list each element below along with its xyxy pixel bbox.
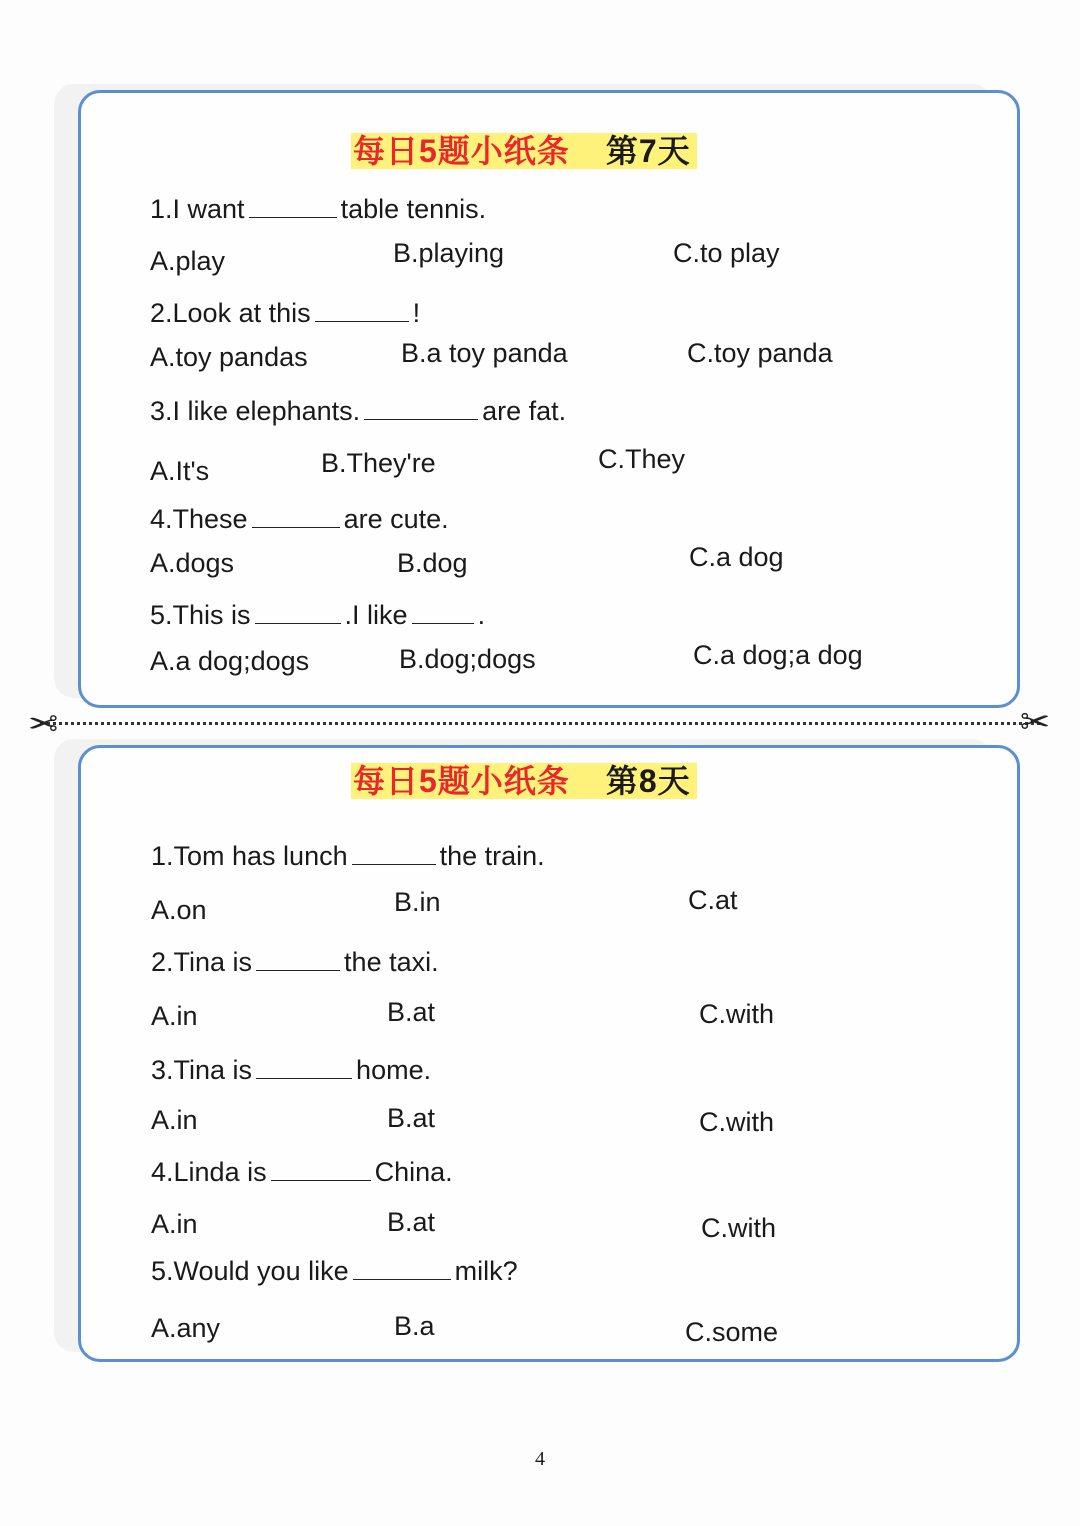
option-a[interactable]: A.in — [151, 1105, 198, 1135]
option-c[interactable]: C.to play — [673, 238, 780, 268]
option-b[interactable]: B.at — [387, 1103, 436, 1133]
question-2 — [151, 946, 439, 978]
question-text: ! — [412, 298, 421, 328]
question-text: 1.Tom has lunch — [151, 841, 348, 871]
card-title — [351, 133, 697, 169]
scissors-icon: ✂ — [1020, 701, 1051, 742]
cut-line — [40, 722, 1040, 725]
question-text: table tennis. — [340, 194, 487, 224]
question-text: . — [477, 600, 486, 630]
question-5 — [150, 599, 485, 631]
option-b[interactable]: B.a — [394, 1311, 435, 1341]
card-title — [351, 763, 697, 799]
answer-blank[interactable] — [315, 299, 409, 322]
exercise-card-day7 — [78, 90, 1020, 708]
answer-blank[interactable] — [353, 1257, 451, 1280]
question-text: milk? — [454, 1256, 518, 1286]
card-title-day: 第7天 — [605, 133, 691, 169]
option-c[interactable]: C.a dog — [689, 542, 784, 572]
question-text: 2.Tina is — [151, 947, 253, 977]
option-c[interactable]: C.at — [688, 885, 738, 915]
option-c[interactable]: C.They — [598, 444, 686, 474]
option-c[interactable]: C.a dog;a dog — [693, 640, 863, 670]
answer-blank[interactable] — [412, 601, 474, 624]
card-title-zh: 每日5题小纸条 — [353, 133, 570, 169]
question-text: are cute. — [343, 504, 449, 534]
exercise-card-day8 — [78, 745, 1020, 1362]
question-text: China. — [374, 1157, 453, 1187]
option-a[interactable]: A.in — [151, 1209, 198, 1239]
question-text: are fat. — [482, 396, 567, 426]
question-4 — [150, 503, 449, 535]
option-a[interactable]: A.It's — [150, 456, 210, 486]
answer-blank[interactable] — [352, 842, 436, 865]
option-b[interactable]: B.at — [387, 997, 436, 1027]
answer-blank[interactable] — [364, 397, 478, 420]
option-b[interactable]: B.They're — [321, 448, 436, 478]
option-a[interactable]: A.a dog;dogs — [150, 646, 310, 676]
question-4 — [151, 1156, 453, 1188]
option-b[interactable]: B.at — [387, 1207, 436, 1237]
option-a[interactable]: A.toy pandas — [150, 342, 308, 372]
option-c[interactable]: C.with — [699, 1107, 775, 1137]
option-b[interactable]: B.playing — [393, 238, 505, 268]
answer-blank[interactable] — [271, 1158, 371, 1181]
option-c[interactable]: C.with — [701, 1213, 777, 1243]
question-5 — [151, 1255, 518, 1287]
question-3 — [150, 395, 566, 427]
answer-blank[interactable] — [256, 948, 340, 971]
question-text: 5.This is — [150, 600, 251, 630]
question-text: 3.Tina is — [151, 1055, 253, 1085]
option-a[interactable]: A.in — [151, 1001, 198, 1031]
question-3 — [151, 1054, 431, 1086]
answer-blank[interactable] — [249, 195, 337, 218]
answer-blank[interactable] — [256, 1056, 352, 1079]
question-1 — [150, 193, 486, 225]
answer-blank[interactable] — [252, 505, 340, 528]
option-a[interactable]: A.play — [150, 246, 226, 276]
option-b[interactable]: B.a toy panda — [401, 338, 568, 368]
question-text: 4.These — [150, 504, 248, 534]
question-1 — [151, 840, 545, 872]
option-b[interactable]: B.dog;dogs — [399, 644, 536, 674]
option-a[interactable]: A.dogs — [150, 548, 235, 578]
option-a[interactable]: A.any — [151, 1313, 221, 1343]
option-b[interactable]: B.in — [394, 887, 441, 917]
answer-blank[interactable] — [255, 601, 341, 624]
question-text: .I like — [344, 600, 408, 630]
card-title-zh: 每日5题小纸条 — [353, 763, 570, 799]
question-text: the taxi. — [344, 947, 439, 977]
option-b[interactable]: B.dog — [397, 548, 468, 578]
option-c[interactable]: C.some — [685, 1317, 779, 1347]
scissors-icon: ✂ — [28, 702, 59, 743]
question-text: home. — [356, 1055, 432, 1085]
page-number: 4 — [535, 1448, 545, 1470]
question-text: 3.I like elephants. — [150, 396, 361, 426]
question-2 — [150, 297, 420, 329]
question-text: 4.Linda is — [151, 1157, 267, 1187]
option-a[interactable]: A.on — [151, 895, 207, 925]
question-text: the train. — [439, 841, 545, 871]
option-c[interactable]: C.toy panda — [687, 338, 833, 368]
question-text: 5.Would you like — [151, 1256, 349, 1286]
option-c[interactable]: C.with — [699, 999, 775, 1029]
question-text: 2.Look at this — [150, 298, 311, 328]
question-text: 1.I want — [150, 194, 245, 224]
card-title-day: 第8天 — [605, 763, 691, 799]
